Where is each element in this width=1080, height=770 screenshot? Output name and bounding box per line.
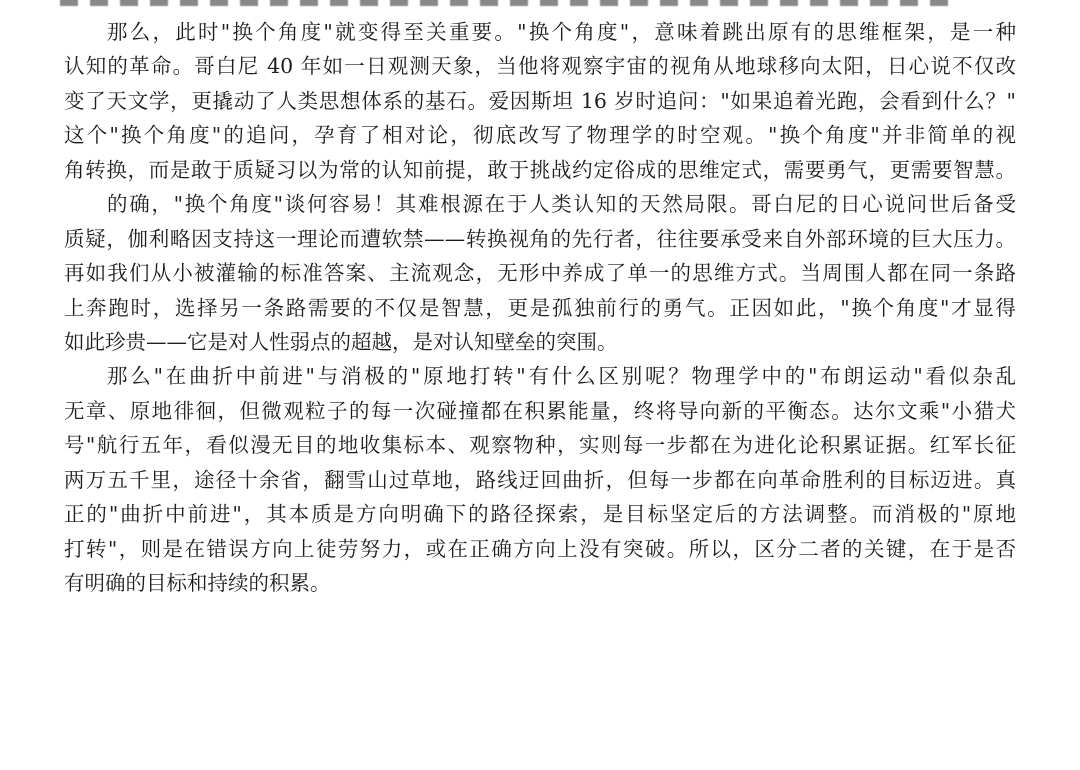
paragraph-line: 的确，"换个角度"谈何容易！其难根源在于人类认知的天然局限。哥白尼的日心说问世后备受	[107, 192, 1016, 217]
paragraph-1	[64, 15, 1016, 187]
paragraph-line: 无章、原地徘徊，但微观粒子的每一次碰撞都在积累能量，终将导向新的平衡态。达尔文乘"小猎犬	[64, 398, 1016, 423]
paragraph-line: 号"航行五年，看似漫无目的地收集标本、观察物种，实则每一步都在为进化论积累证据。红军长征	[64, 433, 1016, 458]
paragraph-line: 再如我们从小被灌输的标准答案、主流观念，无形中养成了单一的思维方式。当周围人都在同一条路	[64, 261, 1016, 286]
essay-body	[64, 15, 1016, 600]
paragraph-line: 质疑，伽利略因支持这一理论而遭软禁——转换视角的先行者，往往要承受来自外部环境的巨大压力。	[64, 226, 1016, 251]
paragraph-line: 变了天文学，更撬动了人类思想体系的基石。爱因斯坦 16 岁时追问："如果追着光跑，会看到什么？"	[64, 88, 1016, 113]
cropped-previous-line	[60, 0, 960, 6]
paragraph-line: 正的"曲折中前进"，其本质是方向明确下的路径探索，是目标坚定后的方法调整。而消极的"原地	[64, 502, 1016, 527]
paragraph-line: 有明确的目标和持续的积累。	[64, 571, 331, 595]
paragraph-line: 认知的革命。哥白尼 40 年如一日观测天象，当他将观察宇宙的视角从地球移向太阳，日心说不仅改	[64, 54, 1016, 79]
paragraph-line: 那么"在曲折中前进"与消极的"原地打转"有什么区别呢？物理学中的"布朗运动"看似杂乱	[107, 364, 1016, 389]
paragraph-line: 角转换，而是敢于质疑习以为常的认知前提，敢于挑战约定俗成的思维定式，需要勇气，更需要智慧。	[64, 157, 1016, 182]
paragraph-line: 如此珍贵——它是对人性弱点的超越，是对认知壁垒的突围。	[64, 329, 618, 354]
paragraph-line: 上奔跑时，选择另一条路需要的不仅是智慧，更是孤独前行的勇气。正因如此，"换个角度"才显得	[64, 295, 1016, 320]
paragraph-line: 这个"换个角度"的追问，孕育了相对论，彻底改写了物理学的时空观。"换个角度"并非简单的视	[64, 123, 1016, 148]
paragraph-3	[64, 359, 1016, 600]
paragraph-line: 那么，此时"换个角度"就变得至关重要。"换个角度"，意味着跳出原有的思维框架，是一种	[107, 20, 1016, 44]
paragraph-line: 两万五千里，途径十余省，翻雪山过草地，路线迂回曲折，但每一步都在向革命胜利的目标迈进。真	[64, 467, 1016, 492]
paragraph-2	[64, 187, 1016, 359]
paragraph-line: 打转"，则是在错误方向上徒劳努力，或在正确方向上没有突破。所以，区分二者的关键，在于是否	[64, 536, 1016, 561]
